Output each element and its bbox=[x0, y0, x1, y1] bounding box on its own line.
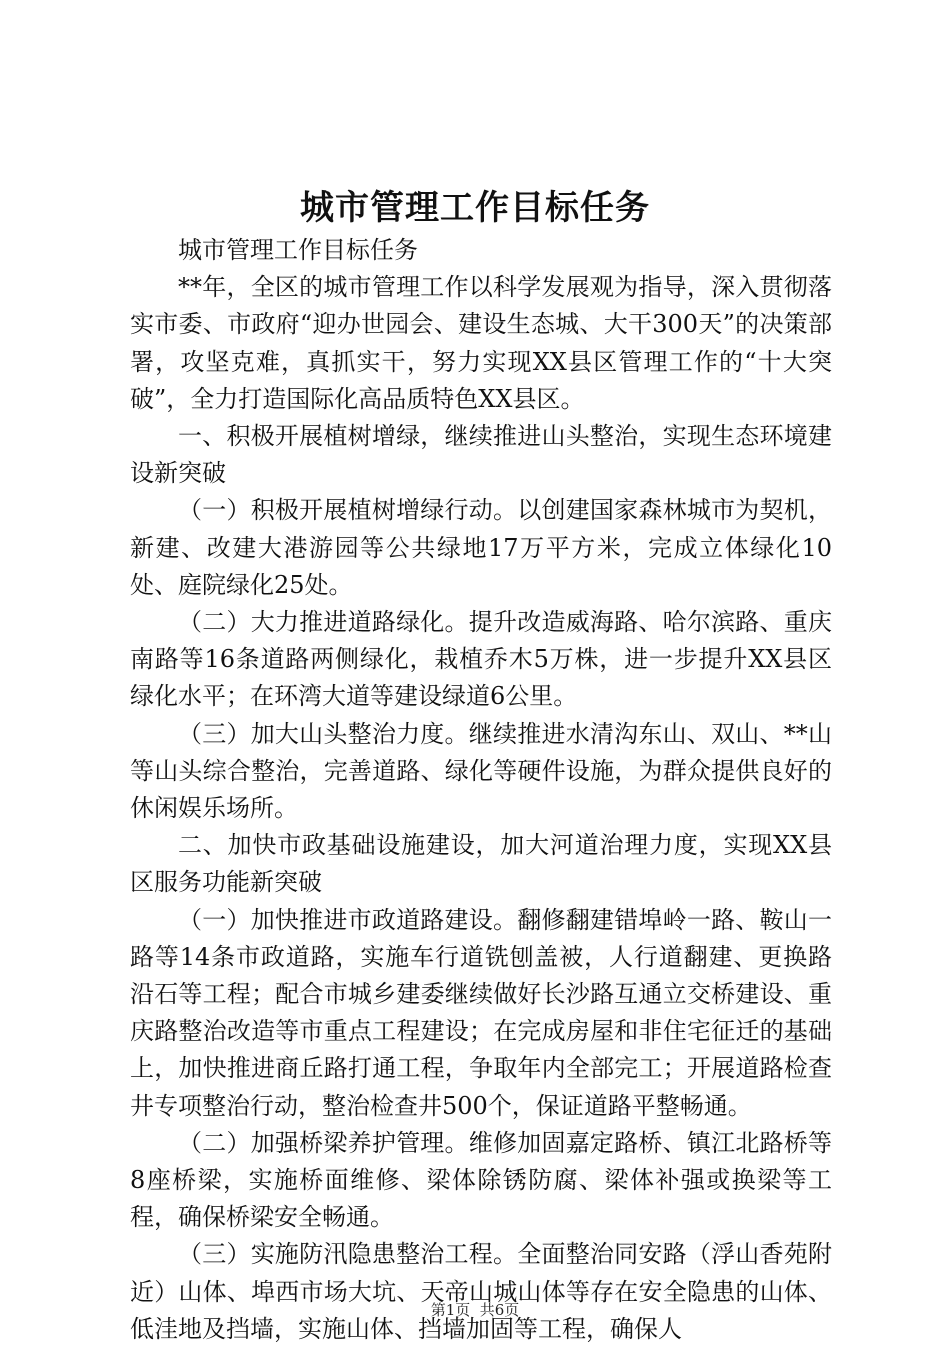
paragraph-2-3: （三）实施防汛隐患整治工程。全面整治同安路（浮山香苑附近）山体、埠西市场大坑、天帝山城山体等存在安全隐患的山体、低洼地及挡墙，实施山体、挡墙加固等工程，确保人 bbox=[130, 1240, 832, 1343]
page-number-label: 第1页 共6页 bbox=[430, 1301, 520, 1319]
paragraph-1-3: （三）加大山头整治力度。继续推进水清沟东山、双山、**山等山头综合整治，完善道路、绿化等硬件设施，为群众提供良好的休闲娱乐场所。 bbox=[130, 719, 832, 823]
document-title: 城市管理工作目标任务 bbox=[300, 188, 650, 228]
paragraph-subtitle: 城市管理工作目标任务 bbox=[178, 236, 418, 264]
paragraph-intro: **年，全区的城市管理工作以科学发展观为指导，深入贯彻落实市委、市政府“迎办世园会、建设生态城、大干300天”的决策部署，攻坚克难，真抓实干，努力实现XX县区管理工作的“十大突破”，全力打造国际化高品质特色XX县区。 bbox=[130, 273, 832, 413]
paragraph-1-1: （一）积极开展植树增绿行动。以创建国家森林城市为契机，新建、改建大港游园等公共绿地17万平方米，完成立体绿化10处、庭院绿化25处。 bbox=[130, 496, 832, 599]
section-heading-2: 二、加快市政基础设施建设，加大河道治理力度，实现XX县区服务功能新突破 bbox=[130, 831, 832, 897]
paragraph-2-2: （二）加强桥梁养护管理。维修加固嘉定路桥、镇江北路桥等8座桥梁，实施桥面维修、梁体除锈防腐、梁体补强或换梁等工程，确保桥梁安全畅通。 bbox=[130, 1128, 832, 1232]
paragraph-1-2: （二）大力推进道路绿化。提升改造威海路、哈尔滨路、重庆南路等16条道路两侧绿化，栽植乔木5万株，进一步提升XX县区绿化水平；在环湾大道等建设绿道6公里。 bbox=[130, 608, 832, 711]
document-body bbox=[130, 232, 832, 1348]
page-footer bbox=[0, 1300, 950, 1320]
paragraph-2-1: （一）加快推进市政道路建设。翻修翻建错埠岭一路、鞍山一路等14条市政道路，实施车行道铣刨盖被，人行道翻建、更换路沿石等工程；配合市城乡建委继续做好长沙路互通立交桥建设、重庆路整治改造等市重点工程建设；在完成房屋和非住宅征迁的基础上，加快推进商丘路打通工程，争取年内全部完工；开展道路检查井专项整治行动，整治检查井500个，保证道路平整畅通。 bbox=[130, 905, 832, 1120]
section-heading-1: 一、积极开展植树增绿，继续推进山头整治，实现生态环境建设新突破 bbox=[130, 422, 832, 488]
